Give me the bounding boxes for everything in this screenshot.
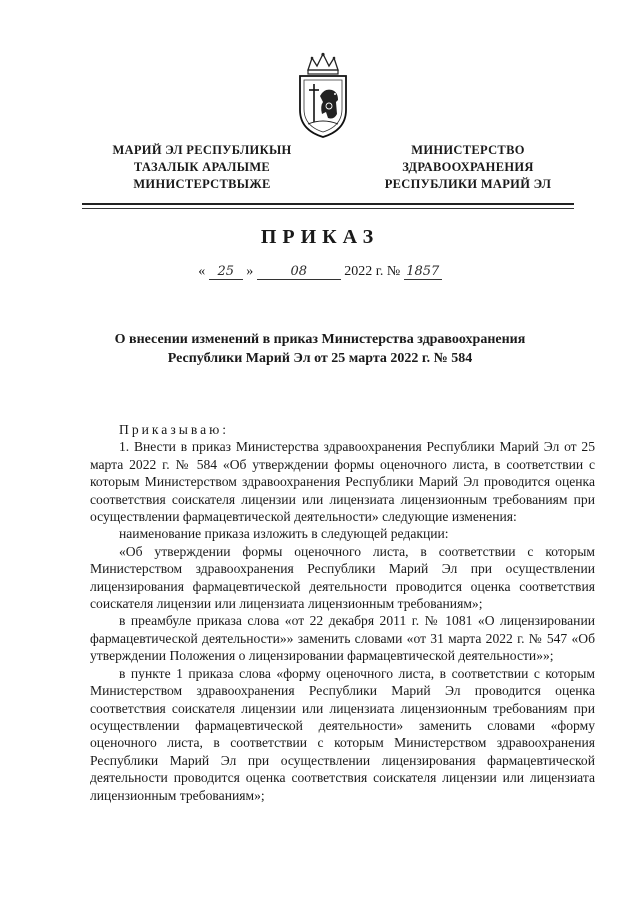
date-open-quote: « bbox=[198, 264, 206, 279]
body-paragraph: 1. Внести в приказ Министерства здравоохранения Республики Марий Эл от 25 марта 2022 г. № 584 «Об утверждении формы оценочного листа, в соответствии с которым Министерством здравоохранения Республики Марий Эл проводится оценка соответствия соискателя лицензии или лицензиата лицензионным требованиям при осуществлении фармацевтической деятельности» следующие изменения: bbox=[90, 439, 595, 525]
date-month: 08 bbox=[257, 264, 341, 280]
date-day: 25 bbox=[209, 264, 243, 280]
header-left-line: МАРИЙ ЭЛ РЕСПУБЛИКЫН bbox=[112, 143, 292, 157]
document-title: ПРИКАЗ bbox=[260, 226, 380, 248]
ministry-name-russian bbox=[348, 142, 588, 193]
header-divider-thin bbox=[82, 208, 574, 209]
date-year: 2022 г. bbox=[344, 264, 384, 279]
header-left-line: МИНИСТЕРСТВЫЖЕ bbox=[133, 177, 271, 191]
order-number-label: № bbox=[386, 264, 401, 279]
date-close-quote: » bbox=[246, 264, 254, 279]
order-number: 1857 bbox=[404, 264, 442, 280]
body-paragraph: в преамбуле приказа слова «от 22 декабря 2011 г. № 1081 «О лицензировании фармацевтической деятельности»» заменить словами «от 31 марта 2022 г. № 547 «Об утверждении Положения о лицензировании фармацевтической деятельности»»; bbox=[90, 613, 595, 664]
body-paragraph: наименование приказа изложить в следующей редакции: bbox=[119, 526, 449, 542]
header-right-line: ЗДРАВООХРАНЕНИЯ bbox=[402, 160, 534, 174]
ministry-name-mari bbox=[82, 142, 322, 193]
header-right-line: РЕСПУБЛИКИ МАРИЙ ЭЛ bbox=[384, 177, 552, 191]
header-right-line: МИНИСТЕРСТВО bbox=[411, 143, 525, 157]
body-paragraph: «Об утверждении формы оценочного листа, в соответствии с которым Министерством здравоохранения Республики Марий Эл при осуществлении лицензирования фармацевтической деятельности проводится оценка соответствия соискателя лицензии или лицензиата лицензионным требованиям»; bbox=[90, 543, 595, 612]
order-subject bbox=[60, 330, 580, 368]
header-divider-thick bbox=[82, 203, 574, 205]
subject-line: О внесении изменений в приказ Министерства здравоохранения bbox=[114, 332, 526, 347]
body-paragraph: Приказываю: bbox=[119, 422, 230, 437]
header-left-line: ТАЗАЛЫК АРАЛЫМЕ bbox=[133, 160, 271, 174]
order-dateline bbox=[0, 264, 640, 280]
subject-line: Республики Марий Эл от 25 марта 2022 г. № 584 bbox=[167, 351, 473, 366]
coat-of-arms-icon bbox=[296, 52, 350, 138]
order-body bbox=[90, 421, 595, 804]
body-paragraph: в пункте 1 приказа слова «форму оценочного листа, в соответствии с которым Министерством здравоохранения Республики Марий Эл проводится оценка соответствия соискателя лицензии или лицензиата лицензионным требованиям при осуществлении фармацевтической деятельности» заменить словами «форму оценочного листа, в соответствии с которым Министерством здравоохранения Республики Марий Эл при осуществлении лицензирования фармацевтической деятельности проводится оценка соответствия соискателя лицензии или лицензиата лицензионным требованиям»; bbox=[90, 665, 595, 803]
